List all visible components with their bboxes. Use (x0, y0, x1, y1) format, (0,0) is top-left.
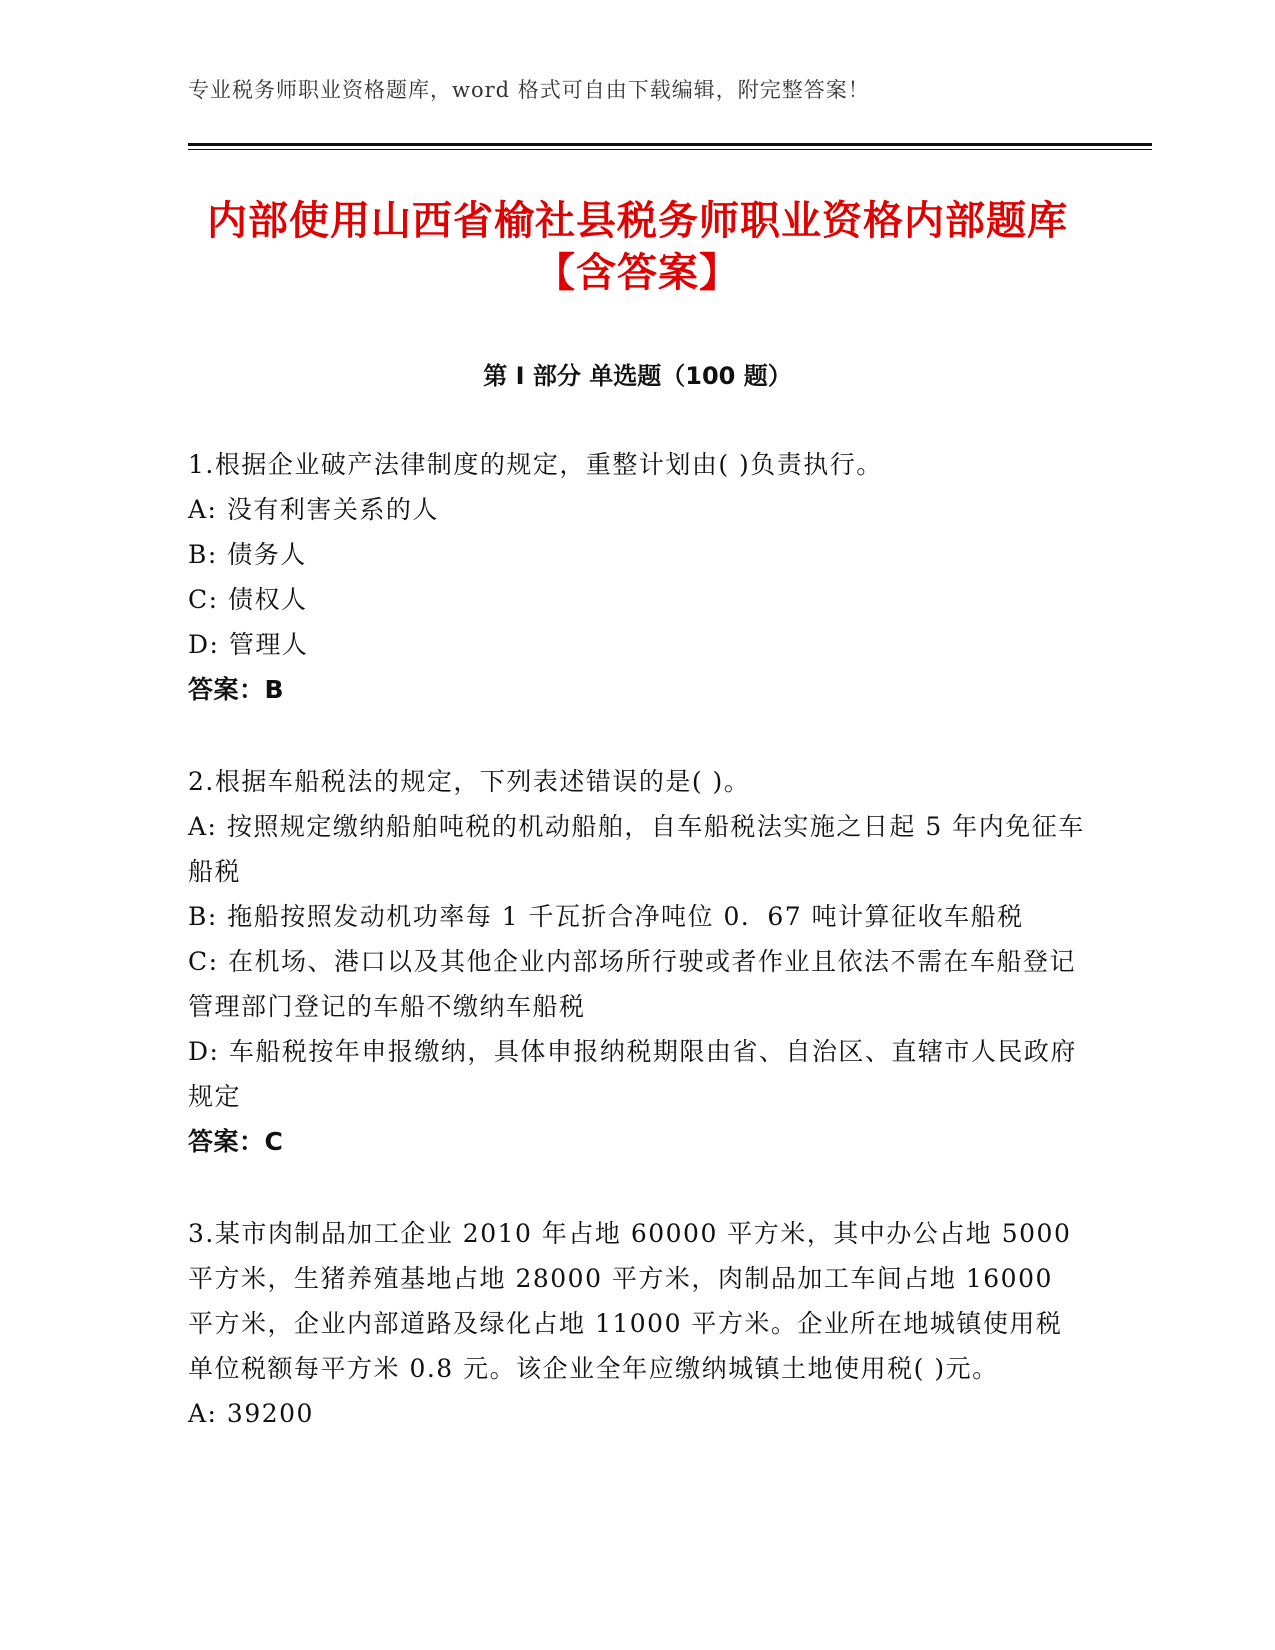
question-stem: 1.根据企业破产法律制度的规定，重整计划由( )负责执行。 (188, 450, 883, 479)
page-header-note: 专业税务师职业资格题库，word 格式可自由下载编辑，附完整答案！ (188, 78, 870, 102)
option-d: D: 车船税按年申报缴纳，具体申报纳税期限由省、自治区、直辖市人民政府规定 (188, 1037, 1077, 1111)
question-item (188, 442, 1088, 712)
option-a: A: 39200 (188, 1399, 314, 1428)
question-stem: 2.根据车船税法的规定，下列表述错误的是( )。 (188, 767, 751, 796)
option-a: A: 按照规定缴纳船舶吨税的机动船舶，自车船税法实施之日起 5 年内免征车船税 (188, 812, 1085, 886)
answer-label: 答案：B (188, 675, 285, 704)
option-b: B: 债务人 (188, 540, 307, 569)
option-b: B: 拖船按照发动机功率每 1 千瓦折合净吨位 0．67 吨计算征收车船税 (188, 902, 1024, 931)
header-divider-thin (188, 149, 1152, 150)
answer-label: 答案：C (188, 1127, 284, 1156)
header-divider-thick (188, 143, 1152, 146)
option-a: A: 没有利害关系的人 (188, 495, 439, 524)
question-stem: 3.某市肉制品加工企业 2010 年占地 60000 平方米，其中办公占地 5000 平方米，生猪养殖基地占地 28000 平方米，肉制品加工车间占地 16000 平方米，企业内部道路及绿化占地 11000 平方米。企业所在地城镇使用税单位税额每平方米 0.8 元。该企业全年应缴纳城镇土地使用税( )元。 (188, 1219, 1072, 1383)
section-heading: 第 I 部分 单选题（100 题） (483, 362, 792, 390)
question-item (188, 759, 1088, 1164)
document-title: 内部使用山西省榆社县税务师职业资格内部题库【含答案】 (207, 198, 1068, 296)
option-c: C: 在机场、港口以及其他企业内部场所行驶或者作业且依法不需在车船登记管理部门登记的车船不缴纳车船税 (188, 947, 1077, 1021)
option-c: C: 债权人 (188, 585, 308, 614)
question-item (188, 1211, 1088, 1436)
option-d: D: 管理人 (188, 630, 309, 659)
question-list (188, 442, 1088, 1483)
